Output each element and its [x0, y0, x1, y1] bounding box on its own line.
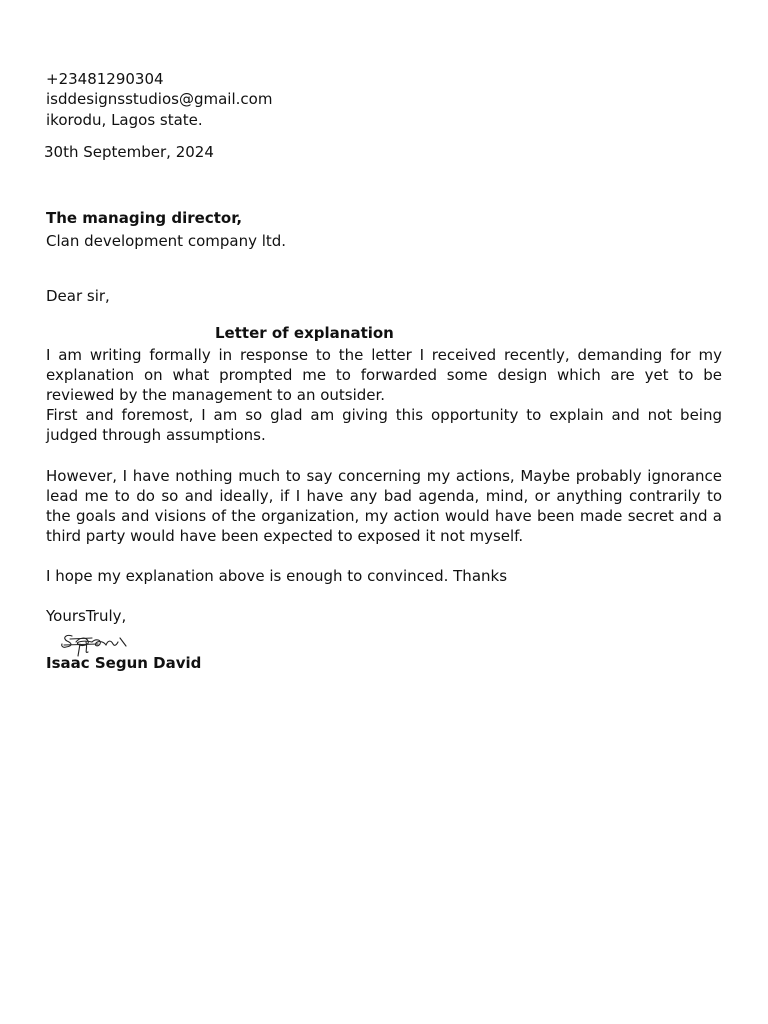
sender-email: isddesignsstudios@gmail.com	[46, 90, 273, 108]
letter-date: 30th September, 2024	[44, 143, 214, 161]
body-paragraph-4: I hope my explanation above is enough to convinced. Thanks	[46, 567, 508, 585]
sender-phone: +23481290304	[46, 70, 164, 88]
salutation: Dear sir,	[46, 287, 110, 305]
signatory-name: Isaac Segun David	[46, 654, 202, 672]
letter-subject: Letter of explanation	[215, 324, 394, 342]
body-paragraph-2: First and foremost, I am so glad am giving this opportunity to explain and not being judged through assumptions.	[46, 406, 722, 444]
closing: YoursTruly,	[46, 607, 127, 625]
body-paragraph-3: However, I have nothing much to say concerning my actions, Maybe probably ignorance lead me to do so and ideally, if I have any bad agenda, mind, or anything contrarily to the goals and visions of the organization, my action would have been made secret and a third party would have been expected to exposed it not myself.	[46, 467, 722, 545]
body-paragraph-1: I am writing formally in response to the letter I received recently, demanding for my explanation on what prompted me to forwarded some design which are yet to be reviewed by the management to an outsider.	[46, 346, 722, 404]
recipient-title: The managing director,	[46, 209, 243, 227]
sender-address: ikorodu, Lagos state.	[46, 111, 203, 129]
recipient-company: Clan development company ltd.	[46, 232, 287, 250]
